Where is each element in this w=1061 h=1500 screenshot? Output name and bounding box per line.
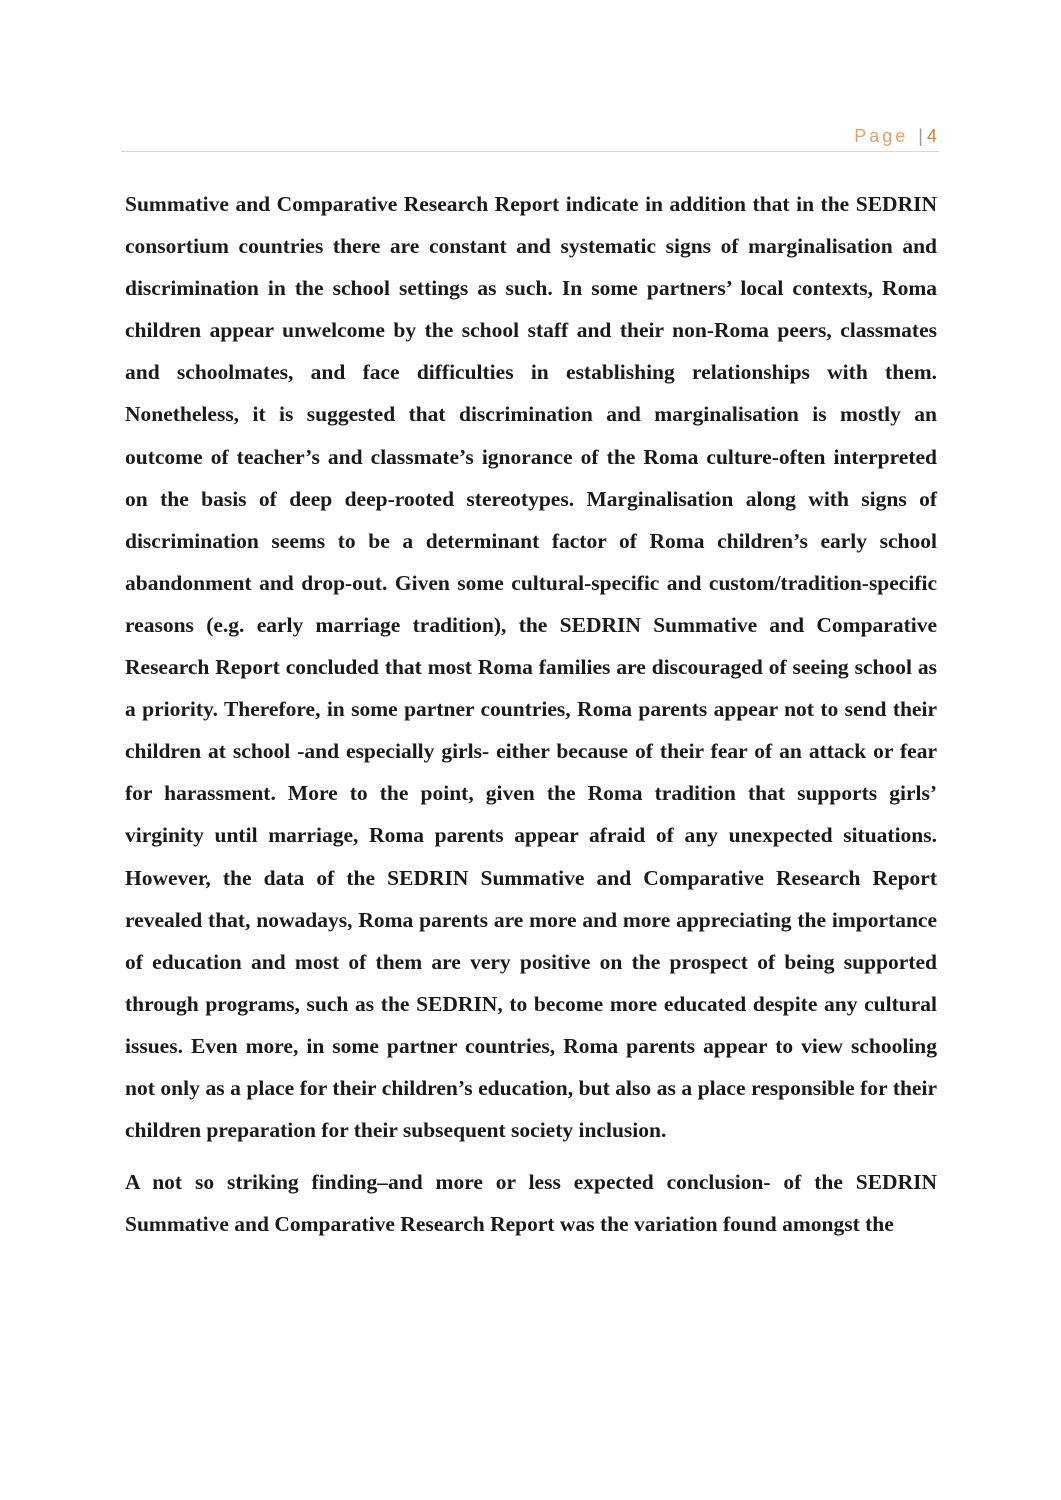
page-separator: | (918, 126, 923, 146)
page-number-value: 4 (926, 126, 937, 146)
page-number (854, 126, 937, 147)
body-text (125, 183, 937, 1245)
page-label: Page (854, 126, 909, 146)
page-header (121, 124, 939, 152)
paragraph-2: A not so striking finding–and more or less expected conclusion- of the SEDRIN Summative and Comparative Research Report was the variation found amongst the (125, 1170, 937, 1237)
paragraph-1: Summative and Comparative Research Report indicate in addition that in the SEDRIN consortium countries there are constant and systematic signs of marginalisation and discrimination in the school settings as such. In some partners’ local contexts, Roma children appear unwelcome by the school staff and their non-Roma peers, classmates and schoolmates, and face difficulties in establishing relationships with them. Nonetheless, it is suggested that discrimination and marginalisation is mostly an outcome of teacher’s and classmate’s ignorance of the Roma culture-often interpreted on the basis of deep deep-rooted stereotypes. Marginalisation along with signs of discrimination seems to be a determinant factor of Roma children’s early school abandonment and drop-out. Given some cultural-specific and custom/tradition-specific reasons (e.g. early marriage tradition), the SEDRIN Summative and Comparative Research Report concluded that most Roma families are discouraged of seeing school as a priority. Therefore, in some partner countries, Roma parents appear not to send their children at school -and especially girls- either because of their fear of an attack or fear for harassment. More to the point, given the Roma tradition that supports girls’ virginity until marriage, Roma parents appear afraid of any unexpected situations. However, the data of the SEDRIN Summative and Comparative Research Report revealed that, nowadays, Roma parents are more and more appreciating the importance of education and most of them are very positive on the prospect of being supported through programs, such as the SEDRIN, to become more educated despite any cultural issues. Even more, in some partner countries, Roma parents appear to view schooling not only as a place for their children’s education, but also as a place responsible for their children preparation for their subsequent society inclusion. (125, 192, 937, 1143)
